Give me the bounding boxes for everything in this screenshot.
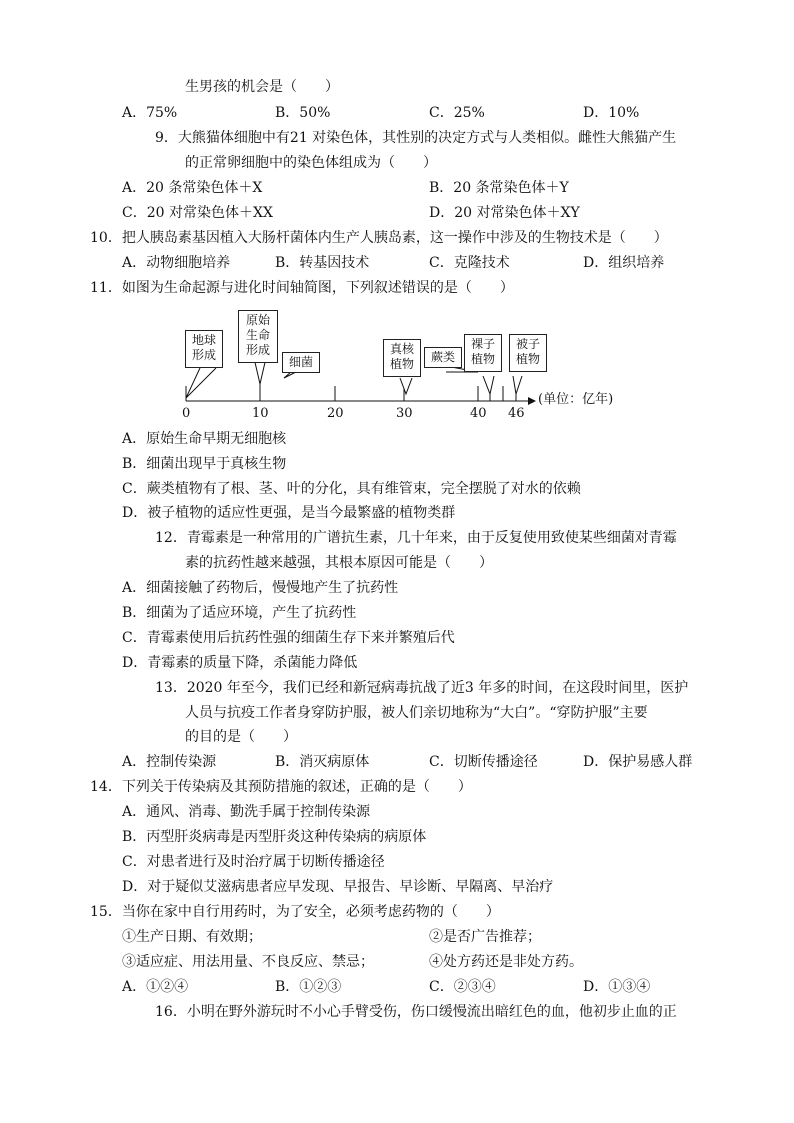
q8-option-a[interactable]: A．75% bbox=[122, 105, 178, 121]
label-eukaryotic-plants: 真核 植物 bbox=[383, 339, 421, 377]
q13-stem-line3: 的目的是（ ） bbox=[185, 729, 297, 745]
q9-stem-line1: 9．大熊猫体细胞中有21 对染色体，其性别的决定方式与人类相似。雌性大熊猫产生 bbox=[155, 130, 677, 146]
q15-item-3: ③适应症、用法用量、不良反应、禁忌； bbox=[122, 954, 374, 970]
q15-stem: 15．当你在家中自行用药时，为了安全，必须考虑药物的（ ） bbox=[90, 904, 500, 920]
q11-option-d[interactable]: D．被子植物的适应性更强，是当今最繁盛的植物类群 bbox=[122, 505, 456, 521]
q14-option-c[interactable]: C．对患者进行及时治疗属于切断传播途径 bbox=[122, 854, 385, 870]
q15-item-4: ④处方药还是非处方药。 bbox=[429, 954, 583, 970]
q12-stem-line2: 素的抗药性越来越强，其根本原因可能是（ ） bbox=[185, 555, 493, 571]
q15-option-d[interactable]: D．①③④ bbox=[583, 979, 651, 995]
q12-stem-line1: 12．青霉素是一种常用的广谱抗生素，几十年来，由于反复使用致使某些细菌对青霉 bbox=[155, 530, 677, 546]
timeline-arrow bbox=[528, 397, 536, 405]
q8-stem: 生男孩的机会是（ ） bbox=[185, 79, 339, 95]
tick-label: 30 bbox=[396, 406, 413, 421]
q9-options-row2 bbox=[122, 204, 702, 222]
q8-option-d[interactable]: D．10% bbox=[583, 105, 640, 121]
tick-label: 0 bbox=[182, 406, 191, 421]
tick-label: 20 bbox=[327, 406, 344, 421]
q8-options bbox=[122, 104, 702, 122]
q9-stem-line2: 的正常卵细胞中的染色体组成为（ ） bbox=[185, 155, 437, 171]
q9-option-c[interactable]: C．20 对常染色体＋XX bbox=[122, 205, 273, 221]
q10-option-d[interactable]: D．组织培养 bbox=[583, 255, 665, 271]
q11-stem: 11．如图为生命起源与进化时间轴简图，下列叙述错误的是（ ） bbox=[90, 280, 514, 296]
q15-options bbox=[122, 978, 702, 996]
q14-option-a[interactable]: A．通风、消毒、勤洗手属于控制传染源 bbox=[122, 804, 371, 820]
q13-options bbox=[122, 753, 702, 771]
q13-option-c[interactable]: C．切断传播途径 bbox=[429, 754, 538, 770]
q12-option-a[interactable]: A．细菌接触了药物后，慢慢地产生了抗药性 bbox=[122, 580, 399, 596]
q9-option-b[interactable]: B．20 条常染色体＋Y bbox=[429, 180, 569, 196]
q15-option-c[interactable]: C．②③④ bbox=[429, 979, 496, 995]
label-angiosperms: 被子 植物 bbox=[509, 334, 547, 372]
q15-item-1: ①生产日期、有效期； bbox=[122, 929, 262, 945]
q13-stem-line1: 13．2020 年至今，我们已经和新冠病毒抗战了近3 年多的时间，在这段时间里，医护 bbox=[155, 680, 689, 696]
tick-label: 46 bbox=[508, 406, 525, 421]
q11-option-b[interactable]: B．细菌出现早于真核生物 bbox=[122, 456, 287, 472]
q15-option-a[interactable]: A．①②④ bbox=[122, 979, 189, 995]
q15-item-2: ②是否广告推荐； bbox=[429, 929, 541, 945]
q11-option-a[interactable]: A．原始生命早期无细胞核 bbox=[122, 431, 287, 447]
q8-option-c[interactable]: C．25% bbox=[429, 105, 485, 121]
q10-option-c[interactable]: C．克隆技术 bbox=[429, 255, 510, 271]
label-earth-formation: 地球 形成 bbox=[185, 330, 223, 368]
q13-option-a[interactable]: A．控制传染源 bbox=[122, 754, 217, 770]
q12-option-b[interactable]: B．细菌为了适应环境，产生了抗药性 bbox=[122, 605, 357, 621]
q13-stem-line2: 人员与抗疫工作者身穿防护服，被人们亲切地称为“大白”。“穿防护服”主要 bbox=[185, 705, 648, 721]
q12-option-c[interactable]: C．青霉素使用后抗药性强的细菌生存下来并繁殖后代 bbox=[122, 630, 455, 646]
q14-stem: 14．下列关于传染病及其预防措施的叙述，正确的是（ ） bbox=[90, 779, 472, 795]
q9-option-a[interactable]: A．20 条常染色体＋X bbox=[122, 180, 263, 196]
q15-items-row1 bbox=[122, 928, 702, 946]
q14-option-d[interactable]: D．对于疑似艾滋病患者应早发现、早报告、早诊断、早隔离、早治疗 bbox=[122, 879, 554, 895]
timeline-unit: (单位：亿年) bbox=[538, 392, 614, 407]
tick-label: 10 bbox=[252, 406, 269, 421]
q13-option-b[interactable]: B．消灭病原体 bbox=[275, 754, 370, 770]
q8-option-b[interactable]: B．50% bbox=[275, 105, 331, 121]
q15-items-row2 bbox=[122, 953, 702, 971]
q12-option-d[interactable]: D．青霉素的质量下降，杀菌能力降低 bbox=[122, 655, 358, 671]
tick-label: 40 bbox=[470, 406, 487, 421]
q10-stem: 10．把人胰岛素基因植入大肠杆菌体内生产人胰岛素，这一操作中涉及的生物技术是（ ） bbox=[90, 230, 668, 246]
evolution-timeline bbox=[178, 306, 618, 424]
q9-option-d[interactable]: D．20 对常染色体＋XY bbox=[429, 205, 580, 221]
q16-stem-line1: 16．小明在野外游玩时不小心手臂受伤，伤口缓慢流出暗红色的血，他初步止血的正 bbox=[155, 1004, 677, 1020]
label-gymnosperms: 裸子 植物 bbox=[464, 334, 502, 372]
label-ferns: 蕨类 bbox=[424, 347, 462, 368]
q11-option-c[interactable]: C．蕨类植物有了根、茎、叶的分化，具有维管束，完全摆脱了对水的依赖 bbox=[122, 481, 581, 497]
label-primitive-life: 原始 生命 形成 bbox=[238, 310, 278, 363]
q10-option-a[interactable]: A．动物细胞培养 bbox=[122, 255, 231, 271]
q13-option-d[interactable]: D．保护易感人群 bbox=[583, 754, 693, 770]
label-bacteria: 细菌 bbox=[282, 352, 320, 373]
q10-option-b[interactable]: B．转基因技术 bbox=[275, 255, 370, 271]
q14-option-b[interactable]: B．丙型肝炎病毒是丙型肝炎这种传染病的病原体 bbox=[122, 829, 427, 845]
q15-option-b[interactable]: B．①②③ bbox=[275, 979, 342, 995]
q9-options-row1 bbox=[122, 179, 702, 197]
q10-options bbox=[122, 254, 702, 272]
